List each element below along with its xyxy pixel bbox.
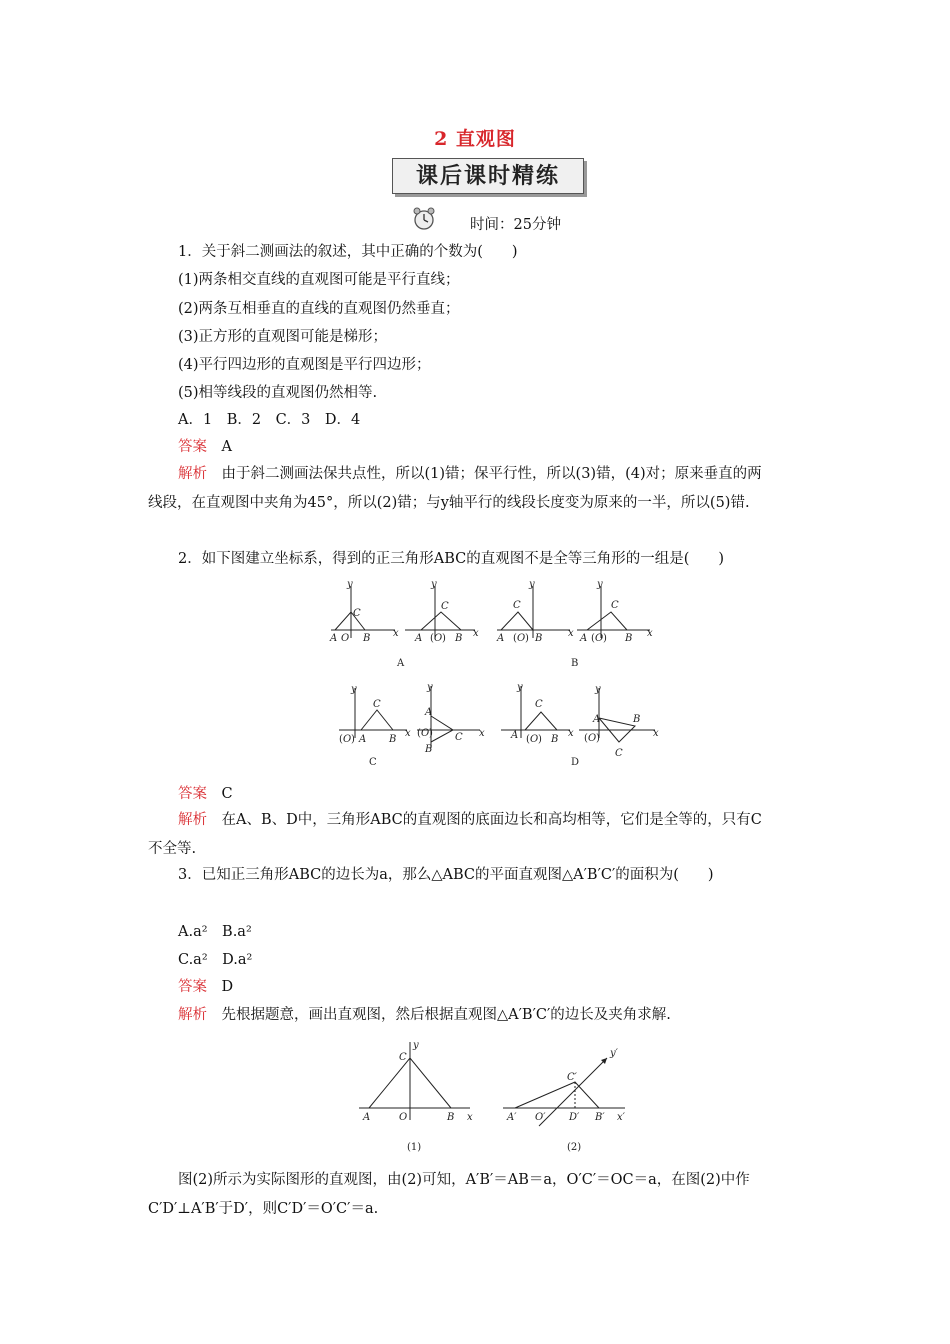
- q1-item-5: (5)相等线段的直观图仍然相等.: [178, 385, 378, 401]
- fig-label-a: A: [397, 658, 405, 669]
- analysis-label: 解析: [178, 1007, 207, 1023]
- q1-answer: [178, 437, 232, 457]
- q1-item-2: (2)两条互相垂直的直线的直观图仍然垂直；: [178, 301, 460, 317]
- q2-figure: [325, 578, 660, 773]
- q1-item-4: (4)平行四边形的直观图是平行四边形；: [178, 357, 431, 373]
- svg-text:O: O: [434, 633, 443, 644]
- svg-text:B: B: [551, 734, 559, 745]
- svg-text:C: C: [373, 699, 381, 710]
- fig-label-d: D: [571, 757, 580, 768]
- svg-text:C: C: [615, 748, 623, 759]
- svg-text:O: O: [517, 633, 526, 644]
- analysis-label: 解析: [178, 466, 207, 482]
- q3-figure: [355, 1038, 635, 1158]
- svg-text:B: B: [363, 633, 371, 644]
- svg-text:y: y: [413, 1040, 419, 1051]
- svg-text:(: (: [584, 733, 588, 744]
- svg-text:A: A: [363, 1112, 371, 1123]
- q1-stem: 1．关于斜二测画法的叙述，其中正确的个数为( ): [178, 244, 518, 260]
- q3-answer: [178, 977, 233, 997]
- svg-text:B: B: [425, 744, 433, 755]
- svg-text:C′: C′: [567, 1072, 577, 1083]
- svg-text:O: O: [530, 734, 539, 745]
- analysis-text: 由于斜二测画法保共点性，所以(1)错；保平行性，所以(3)错，(4)对；原来垂直的两线段，在直观图中夹角为45°，所以(2)错；与y轴平行的线段长度变为原来的一半，所以(5)错.: [148, 466, 762, 511]
- svg-text:y: y: [347, 579, 353, 590]
- svg-text:C: C: [611, 600, 619, 611]
- svg-text:x: x: [653, 728, 659, 739]
- svg-text:A: A: [359, 734, 367, 745]
- svg-text:O: O: [421, 728, 430, 739]
- q3-analysis: [178, 1005, 671, 1025]
- svg-text:x: x: [568, 628, 574, 639]
- svg-text:(: (: [591, 633, 595, 644]
- svg-text:y′: y′: [610, 1048, 618, 1059]
- svg-text:B: B: [633, 714, 641, 725]
- svg-text:B: B: [625, 633, 633, 644]
- q2-analysis: [148, 806, 776, 864]
- section-banner: [392, 158, 584, 194]
- svg-text:C: C: [535, 699, 543, 710]
- svg-text:C: C: [513, 600, 521, 611]
- svg-text:): ): [525, 633, 529, 644]
- svg-text:C: C: [353, 608, 361, 619]
- time-label: 时间：25分钟: [470, 217, 561, 233]
- svg-text:): ): [429, 728, 433, 739]
- svg-text:(: (: [430, 633, 434, 644]
- svg-text:O: O: [588, 733, 597, 744]
- answer-value: A: [221, 439, 232, 455]
- svg-text:): ): [596, 733, 600, 744]
- svg-text:x: x: [568, 728, 574, 739]
- fig-caption-1: (1): [407, 1142, 422, 1153]
- svg-text:O′: O′: [535, 1112, 546, 1123]
- svg-text:): ): [603, 633, 607, 644]
- svg-text:A: A: [593, 714, 601, 725]
- svg-text:y: y: [427, 682, 433, 693]
- svg-text:O: O: [343, 734, 352, 745]
- svg-text:y: y: [517, 682, 523, 693]
- analysis-label: 解析: [178, 812, 207, 828]
- q3-stem: 3．已知正三角形ABC的边长为a，那么△ABC的平面直观图△A′B′C′的面积为( ): [178, 867, 714, 883]
- svg-text:O: O: [341, 633, 350, 644]
- svg-text:A: A: [415, 633, 423, 644]
- svg-text:x: x: [393, 628, 399, 639]
- svg-text:x: x: [647, 628, 653, 639]
- svg-text:B: B: [447, 1112, 455, 1123]
- answer-value: D: [221, 979, 234, 995]
- svg-text:): ): [442, 633, 446, 644]
- q1-analysis: [148, 460, 776, 518]
- svg-text:): ): [351, 734, 355, 745]
- svg-text:x: x: [467, 1112, 473, 1123]
- svg-text:C: C: [441, 601, 449, 612]
- svg-text:B′: B′: [595, 1112, 605, 1123]
- svg-text:(: (: [513, 633, 517, 644]
- svg-text:A′: A′: [507, 1112, 517, 1123]
- answer-label: 答案: [178, 439, 207, 455]
- fig-label-c: C: [369, 757, 377, 768]
- svg-text:y: y: [529, 579, 535, 590]
- svg-text:A: A: [580, 633, 588, 644]
- q1-options: A．1 B．2 C．3 D．4: [178, 412, 361, 428]
- svg-text:): ): [538, 734, 542, 745]
- fig-label-b: B: [571, 658, 579, 669]
- svg-text:x: x: [479, 728, 485, 739]
- q3-options-1: A.a² B.a²: [178, 924, 252, 940]
- answer-label: 答案: [178, 979, 207, 995]
- svg-text:(: (: [339, 734, 343, 745]
- svg-text:B: B: [535, 633, 543, 644]
- page-title: 2 直观图: [434, 128, 516, 150]
- svg-text:C: C: [455, 732, 463, 743]
- svg-text:y: y: [351, 684, 357, 695]
- svg-text:x: x: [473, 628, 479, 639]
- q1-item-3: (3)正方形的直观图可能是梯形；: [178, 329, 388, 345]
- svg-text:B: B: [455, 633, 463, 644]
- svg-text:B: B: [389, 734, 397, 745]
- q3-conclusion: 图(2)所示为实际图形的直观图，由(2)可知，A′B′＝AB＝a，O′C′＝OC＝a，在图(2)中作C′D′⊥A′B′于D′，则C′D′＝O′C′＝a.: [148, 1172, 750, 1217]
- banner-text: 课后课时精练: [415, 163, 560, 189]
- svg-text:O: O: [399, 1112, 408, 1123]
- q3-options-2: C.a² D.a²: [178, 952, 253, 968]
- svg-text:A: A: [497, 633, 505, 644]
- answer-value: C: [221, 786, 233, 802]
- q2-stem: 2．如下图建立坐标系，得到的正三角形ABC的直观图不是全等三角形的一组是( ): [178, 551, 725, 567]
- q1-item-1: (1)两条相交直线的直观图可能是平行直线；: [178, 272, 460, 288]
- answer-label: 答案: [178, 786, 207, 802]
- svg-text:y: y: [595, 684, 601, 695]
- svg-text:A: A: [425, 707, 433, 718]
- svg-text:y: y: [431, 579, 437, 590]
- svg-text:A: A: [511, 730, 519, 741]
- q2-answer: [178, 784, 233, 804]
- fig-caption-2: (2): [567, 1142, 582, 1153]
- svg-text:D′: D′: [569, 1112, 580, 1123]
- svg-text:y: y: [597, 579, 603, 590]
- svg-text:x′: x′: [617, 1112, 625, 1123]
- analysis-text: 在A、B、D中，三角形ABC的直观图的底面边长和高均相等，它们是全等的，只有C不全等.: [148, 812, 762, 857]
- svg-text:x: x: [405, 728, 411, 739]
- svg-text:(: (: [417, 728, 421, 739]
- clock-icon: [410, 206, 438, 236]
- svg-text:A: A: [330, 633, 338, 644]
- analysis-text: 先根据题意，画出直观图，然后根据直观图△A′B′C′的边长及夹角求解.: [221, 1007, 671, 1023]
- svg-text:C: C: [399, 1052, 407, 1063]
- svg-text:O: O: [595, 633, 604, 644]
- svg-text:(: (: [526, 734, 530, 745]
